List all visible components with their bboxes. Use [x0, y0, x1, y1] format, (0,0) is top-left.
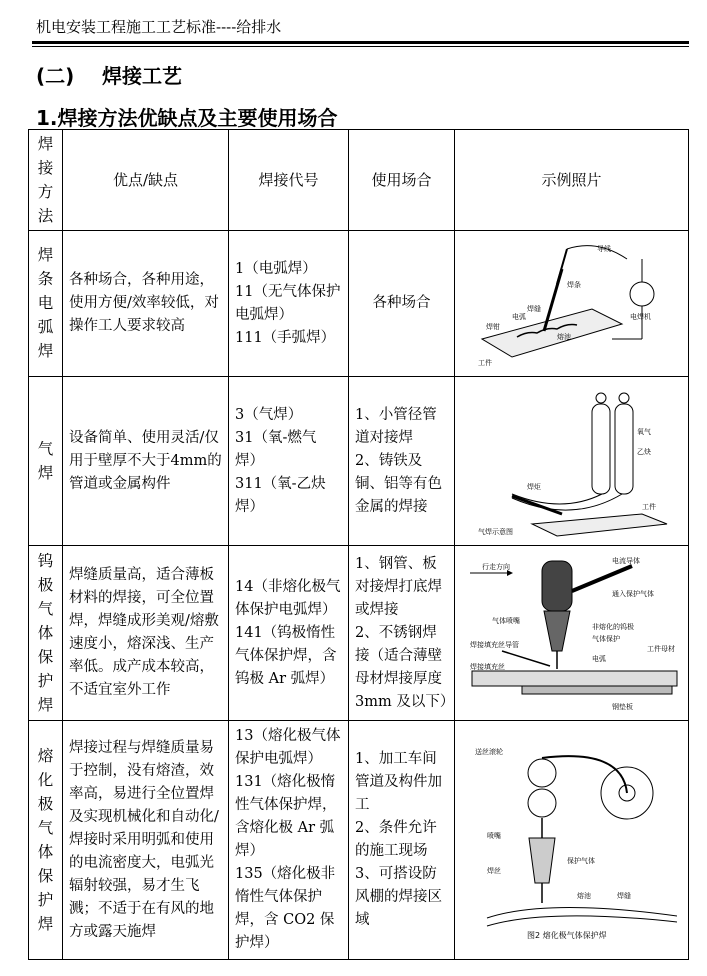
- label-rongchi: 熔池: [556, 332, 571, 341]
- label-rongchi: 熔池: [576, 891, 591, 900]
- label-penzui: 喷嘴: [486, 831, 501, 840]
- pros-cons-cell: 各种场合，各种用途，使用方便/效率较低，对操作工人要求较高: [63, 231, 229, 377]
- label-tianchongsi: 焊接填充丝: [469, 662, 505, 671]
- label-hanqian: 焊钳: [485, 322, 500, 331]
- method-cell: 钨极气体保护焊: [29, 546, 63, 721]
- section-number: (二): [36, 64, 75, 88]
- label-baohu: 气体保护: [591, 634, 620, 643]
- code-cell: 13（熔化极气体保护电弧焊） 131（熔化极惰性气体保护焊，含熔化极 Ar 弧焊） 135（熔化极非惰性气体保护焊，含 CO2 保护焊）: [229, 721, 349, 960]
- table-row: [29, 721, 689, 960]
- code-cell: 1（电弧焊） 11（无气体保护电弧焊） 111（手弧焊）: [229, 231, 349, 377]
- label-dianhanji: 电焊机: [629, 312, 651, 321]
- usage-cell: 1、钢管、板对接焊打底焊或焊接 2、不锈钢焊接（适合薄壁母材焊接厚度 3mm 及以下）: [349, 546, 455, 721]
- photo-cell: [455, 546, 689, 721]
- label-hanju: 焊炬: [526, 482, 541, 491]
- label-dianban: 钢垫板: [611, 702, 633, 711]
- arc-welding-illustration: [472, 239, 672, 369]
- label-hanfeng: 焊缝: [616, 891, 631, 900]
- label-xingzou: 行走方向: [481, 562, 510, 571]
- label-yiquai: 乙炔: [636, 447, 651, 456]
- label-mucai: 工件母材: [646, 644, 675, 653]
- label-wujiji: 非熔化的钨极: [591, 622, 634, 631]
- label-dianliu: 电流导体: [611, 556, 640, 565]
- label-tongru: 通入保护气体: [611, 589, 654, 598]
- label-tianchongsi-daoguan: 焊接填充丝导管: [469, 640, 519, 649]
- section-title: 焊接工艺: [102, 64, 182, 88]
- label-hansi: 焊丝: [486, 866, 501, 875]
- label-dianhu: 电弧: [591, 654, 606, 663]
- table-row: [29, 231, 689, 377]
- pros-cons-cell: 焊接过程与焊缝质量易于控制，没有熔渣，效率高，易进行全位置焊及实现机械化和自动化/焊接时采用明弧和使用的电流密度大，电弧光辐射较强，易才生飞溅；不适于在有风的地方或露天施焊: [63, 721, 229, 960]
- label-baohu-qiti: 保护气体: [566, 856, 595, 865]
- header-photo: 示例照片: [455, 130, 689, 231]
- table-row: [29, 546, 689, 721]
- welding-methods-table: [28, 129, 689, 960]
- label-daoxian: 导线: [596, 244, 611, 253]
- header-rule-thick: [32, 41, 689, 44]
- header-pros-cons: 优点/缺点: [63, 130, 229, 231]
- header-usage: 使用场合: [349, 130, 455, 231]
- mig-welding-illustration: [467, 738, 677, 943]
- tig-welding-illustration: [462, 551, 682, 716]
- usage-cell: 1、小管径管道对接焊 2、铸铁及铜、铝等有色金属的焊接: [349, 377, 455, 546]
- usage-cell: 1、加工车间管道及构件加工 2、条件允许的施工现场 3、可搭设防风棚的焊接区域: [349, 721, 455, 960]
- method-cell: 焊条电弧焊: [29, 231, 63, 377]
- gas-welding-illustration: [472, 384, 672, 539]
- label-qihan-diagram: 气焊示意图: [477, 527, 513, 536]
- photo-cell: [455, 377, 689, 546]
- subsection-heading: 1.焊接方法优缺点及主要使用场合: [36, 106, 338, 130]
- running-header: 机电安装工程施工工艺标准----给排水: [36, 18, 282, 36]
- table-row: [29, 377, 689, 546]
- pros-cons-cell: 设备简单、使用灵活/仅用于壁厚不大于4mm的管道或金属构件: [63, 377, 229, 546]
- label-gongjian: 工件: [641, 502, 656, 511]
- code-cell: 3（气焊） 31（氧-燃气焊） 311（氧-乙炔焊）: [229, 377, 349, 546]
- header-method: 焊接方法: [29, 130, 63, 231]
- table-header-row: [29, 130, 689, 231]
- figure-caption: 图2 熔化极气体保护焊: [526, 930, 607, 940]
- photo-cell: [455, 231, 689, 377]
- label-dianhu: 电弧: [511, 312, 526, 321]
- header-code: 焊接代号: [229, 130, 349, 231]
- section-heading: [36, 60, 182, 89]
- label-yangqi: 氧气: [636, 427, 651, 436]
- method-cell: 熔化极气体保护焊: [29, 721, 63, 960]
- usage-cell: 各种场合: [349, 231, 455, 377]
- label-songsi: 送丝滚轮: [474, 747, 503, 756]
- photo-cell: [455, 721, 689, 960]
- header-rule-thin: [32, 46, 689, 47]
- label-hanfeng: 焊缝: [526, 304, 541, 313]
- label-penzui: 气体喷嘴: [491, 616, 520, 625]
- pros-cons-cell: 焊缝质量高，适合薄板材料的焊接，可全位置焊，焊缝成形美观/熔敷速度小，熔深浅、生产率低。成产成本较高，不适宜室外工作: [63, 546, 229, 721]
- method-cell: 气焊: [29, 377, 63, 546]
- code-cell: 14（非熔化极气体保护电弧焊） 141（钨极惰性气体保护焊，含钨极 Ar 弧焊）: [229, 546, 349, 721]
- label-gongjian: 工件: [477, 358, 492, 367]
- label-hantiao: 焊条: [566, 280, 581, 289]
